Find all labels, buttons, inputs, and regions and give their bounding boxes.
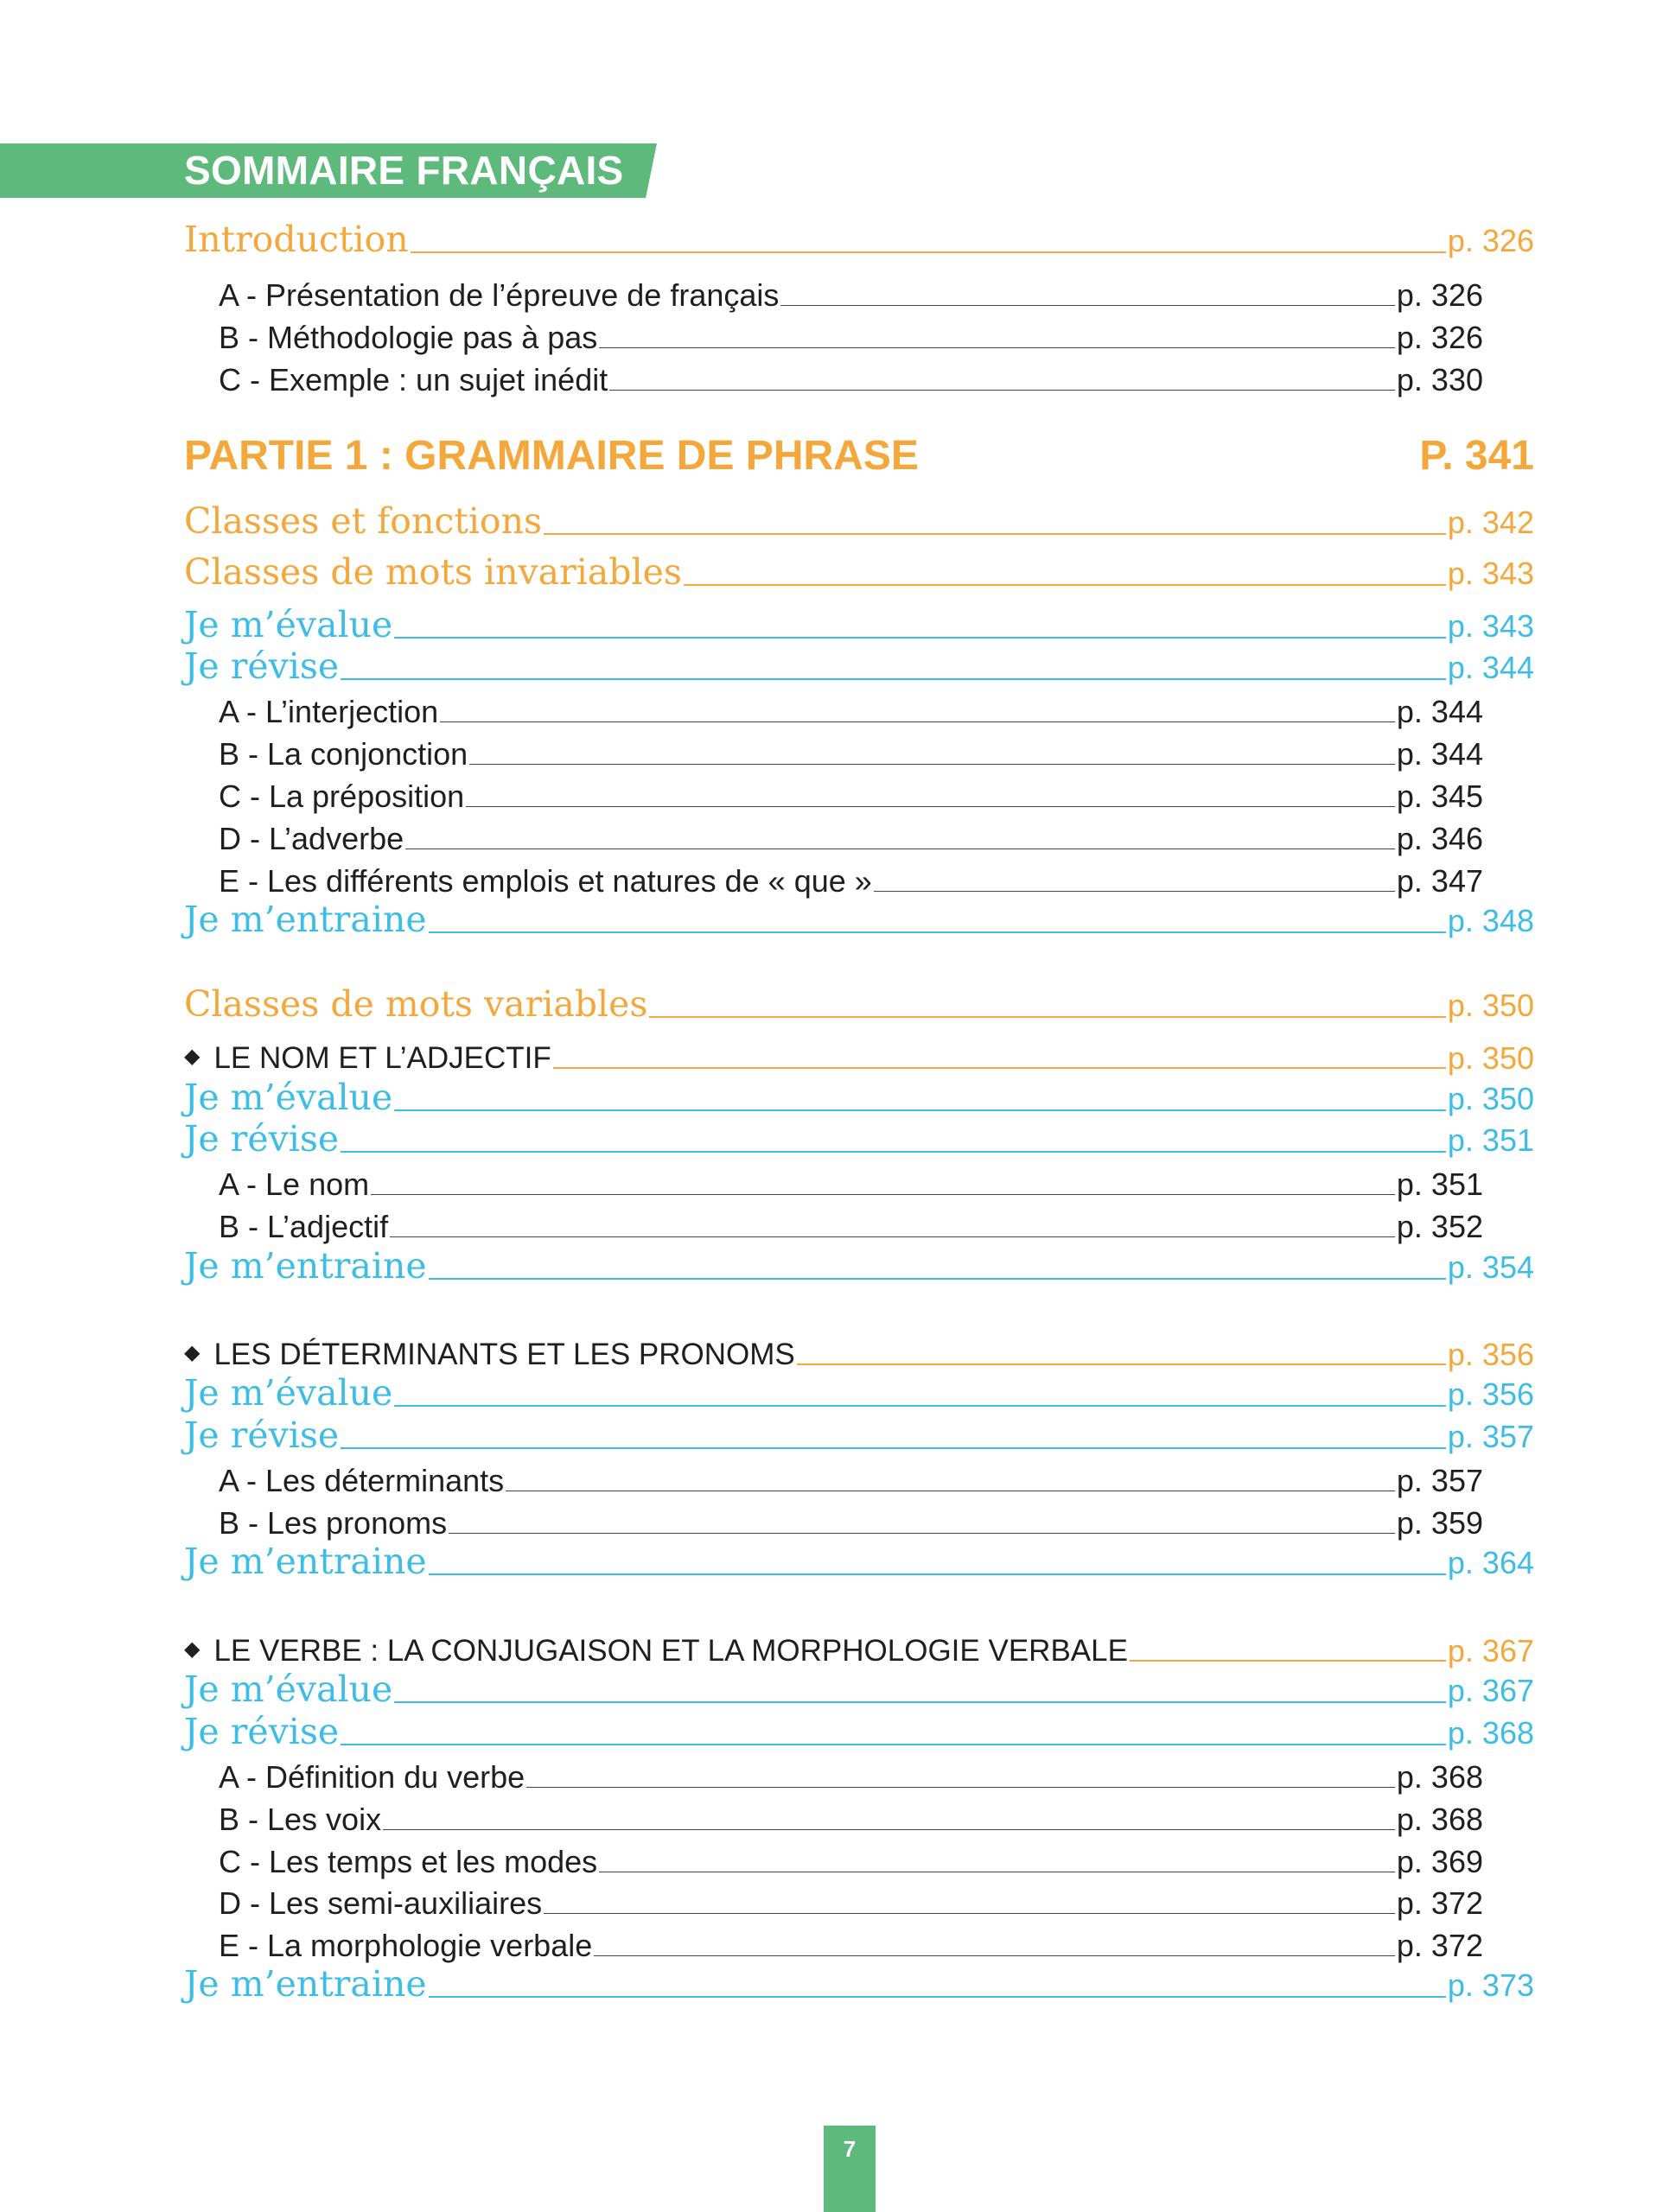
toc-entry-title — [184, 1245, 427, 1287]
toc-row-subsection-item — [219, 353, 1483, 398]
toc-row-subsection-item — [219, 1793, 1483, 1838]
toc-entry-label: Classes de mots invariables — [184, 550, 682, 593]
diamond-bullet-icon: ◆ — [184, 1045, 201, 1068]
leader-line — [394, 1109, 1446, 1111]
toc-entry-label: Je m’entraine — [184, 1962, 427, 2005]
toc-entry-title — [219, 693, 438, 730]
toc-row-subsection-item — [219, 1919, 1483, 1964]
toc-entry-title — [184, 1633, 1128, 1669]
leader-line — [449, 1533, 1395, 1534]
toc-row-activity-link — [184, 1116, 1534, 1160]
leader-line — [609, 390, 1395, 391]
toc-row-section-heading — [184, 549, 1534, 594]
toc-entry-title — [184, 983, 647, 1026]
toc-entry-title — [184, 1372, 392, 1414]
toc-entry-title — [184, 1414, 339, 1457]
toc-row-subsection-item — [219, 1877, 1483, 1922]
toc-row-subsection-item — [219, 728, 1483, 772]
toc-row-chapter-heading — [184, 1328, 1534, 1373]
toc-entry-title — [184, 1669, 392, 1711]
leader-line — [429, 1573, 1446, 1575]
leader-line — [341, 1447, 1446, 1449]
toc-entry-title — [184, 431, 919, 481]
toc-row-activity-link — [184, 896, 1534, 941]
leader-line — [429, 1996, 1446, 1998]
toc-entry-title — [184, 604, 392, 646]
toc-entry-label: C - Les temps et les modes — [219, 1843, 598, 1879]
toc-entry-title — [219, 1927, 592, 1964]
toc-row-activity-link — [184, 1074, 1534, 1119]
toc-entry-title — [219, 862, 872, 899]
toc-row-subsection-item — [219, 855, 1483, 899]
leader-line — [394, 1701, 1446, 1703]
toc-entry-title — [184, 645, 339, 688]
leader-line — [544, 533, 1446, 535]
toc-entry-title — [219, 1208, 388, 1245]
toc-page-number: p. 359 — [1396, 1504, 1483, 1541]
toc-page-number: p. 348 — [1447, 902, 1534, 938]
leader-line — [440, 721, 1395, 722]
leader-line — [599, 347, 1395, 348]
leader-line — [553, 1067, 1446, 1069]
toc-entry-label: A - L’interjection — [219, 693, 439, 729]
toc-entry-label: Je m’évalue — [184, 603, 393, 645]
toc-page-number: p. 326 — [1396, 319, 1483, 355]
toc-page-number: p. 326 — [1396, 276, 1483, 313]
toc-row-activity-link — [184, 643, 1534, 688]
toc-page-number: p. 351 — [1396, 1166, 1483, 1202]
toc-row-subsection-item — [219, 269, 1483, 314]
toc-page-number: p. 368 — [1447, 1714, 1534, 1751]
toc-entry-label: B - Les voix — [219, 1801, 382, 1837]
toc-page-number: p. 350 — [1447, 1080, 1534, 1116]
toc-entry-label: LE VERBE : LA CONJUGAISON ET LA MORPHOLOGIE VERBALE — [213, 1634, 1128, 1668]
leader-line — [684, 584, 1446, 586]
leader-line — [383, 1829, 1395, 1830]
toc-entry-label: B - Méthodologie pas à pas — [219, 319, 598, 355]
toc-entry-title — [219, 361, 608, 398]
toc-entry-title — [184, 899, 427, 941]
toc-row-activity-link — [184, 1538, 1534, 1583]
toc-page-number: p. 350 — [1447, 1039, 1534, 1076]
toc-page-number: p. 368 — [1396, 1801, 1483, 1837]
toc-page-number: p. 364 — [1447, 1544, 1534, 1580]
toc-entry-label: LES DÉTERMINANTS ET LES PRONOMS — [213, 1338, 795, 1371]
toc-entry-label: Je m’entraine — [184, 1540, 427, 1582]
toc-entry-label: C - Exemple : un sujet inédit — [219, 361, 608, 397]
toc-row-activity-link — [184, 1243, 1534, 1287]
leader-line — [429, 931, 1446, 933]
toc-entry-label: D - L’adverbe — [219, 820, 404, 856]
toc-entry-label: B - La conjonction — [219, 735, 468, 772]
leader-line — [649, 1016, 1445, 1018]
toc-entry-label: Je m’entraine — [184, 1244, 427, 1287]
toc-entry-label: C - La préposition — [219, 778, 465, 814]
toc-entry-label: A - Définition du verbe — [219, 1758, 525, 1795]
toc-page-number: p. 372 — [1396, 1927, 1483, 1963]
leader-line — [411, 251, 1446, 253]
toc-entry-title — [184, 1963, 427, 2005]
toc-page-number: p. 368 — [1396, 1758, 1483, 1795]
toc-entry-label: Je révise — [184, 1414, 340, 1456]
toc-entry-title — [219, 276, 779, 314]
toc-page-number: p. 344 — [1447, 649, 1534, 685]
toc-row-section-heading — [184, 216, 1534, 261]
toc-entry-title — [219, 820, 404, 857]
toc-page-number: p. 346 — [1396, 820, 1483, 856]
toc-row-section-heading — [184, 498, 1534, 543]
page-number: 7 — [843, 2136, 857, 2162]
toc-page-number: p. 352 — [1396, 1208, 1483, 1244]
toc-page-number: p. 356 — [1447, 1376, 1534, 1412]
toc-entry-label: Je révise — [184, 1710, 340, 1752]
toc-entry-label: A - Les déterminants — [219, 1462, 505, 1498]
toc-entry-label: E - Les différents emplois et natures de « que » — [219, 862, 872, 899]
toc-entry-label: Je m’évalue — [184, 1371, 393, 1414]
toc-entry-title — [219, 1885, 542, 1922]
toc-page-number: p. 343 — [1447, 607, 1534, 644]
toc-page-number: p. 367 — [1447, 1632, 1534, 1669]
toc-page-number: p. 344 — [1396, 735, 1483, 772]
leader-line — [371, 1194, 1395, 1195]
toc-row-chapter-heading — [184, 1624, 1534, 1669]
toc-entry-label: B - Les pronoms — [219, 1504, 448, 1541]
toc-entry-label: Je révise — [184, 1117, 340, 1160]
toc-entry-title — [184, 551, 682, 594]
toc-page-number: p. 357 — [1396, 1462, 1483, 1498]
toc-entry-title — [219, 1462, 504, 1499]
toc-row-activity-link — [184, 1412, 1534, 1457]
toc-entry-title — [219, 1758, 525, 1796]
leader-line — [429, 1278, 1446, 1280]
diamond-bullet-icon: ◆ — [184, 1637, 201, 1661]
toc-entry-label: B - L’adjectif — [219, 1208, 389, 1244]
toc-row-subsection-item — [219, 1497, 1483, 1541]
toc-entry-label: Introduction — [184, 218, 409, 260]
toc-page-number: p. 354 — [1447, 1249, 1534, 1285]
toc-entry-label: A - Présentation de l’épreuve de français — [219, 276, 780, 313]
toc-entry-title — [184, 1711, 339, 1753]
toc-row-subsection-item — [219, 1158, 1483, 1203]
leader-line — [466, 806, 1395, 807]
leader-line — [797, 1363, 1446, 1365]
toc-page-number: p. 344 — [1396, 693, 1483, 729]
toc-entry-title — [219, 735, 468, 772]
toc-page-number: p. 350 — [1447, 987, 1534, 1023]
toc-entry-label: Classes et fonctions — [184, 499, 543, 542]
toc-entry-label: Classes de mots variables — [184, 982, 648, 1025]
toc-entry-label: LE NOM ET L’ADJECTIF — [213, 1041, 551, 1075]
toc-page-number: p. 345 — [1396, 778, 1483, 814]
toc-entry-title — [184, 219, 409, 261]
toc-page-number: p. 369 — [1396, 1843, 1483, 1879]
toc-entry-title — [184, 500, 542, 543]
toc-row-activity-link — [184, 1666, 1534, 1711]
leader-line — [341, 1744, 1446, 1745]
toc-entry-title — [184, 1077, 392, 1119]
leader-line — [526, 1787, 1395, 1788]
toc-entry-label: Je révise — [184, 645, 340, 687]
toc-entry-title — [184, 1541, 427, 1583]
toc-page-number: p. 347 — [1396, 862, 1483, 899]
leader-line — [594, 1955, 1395, 1956]
toc-entry-title — [219, 1843, 597, 1880]
diamond-bullet-icon: ◆ — [184, 1341, 201, 1364]
toc-entry-title — [184, 1337, 795, 1373]
toc-entry-title — [184, 1118, 339, 1160]
toc-entry-label: D - Les semi-auxiliaires — [219, 1885, 543, 1921]
toc-page-number: p. 326 — [1447, 222, 1534, 258]
toc-entry-title — [219, 319, 597, 356]
toc-row-subsection-item — [219, 685, 1483, 730]
leader-line — [1130, 1660, 1446, 1662]
leader-line — [341, 1151, 1446, 1153]
leader-line — [390, 1236, 1395, 1237]
toc-entry-label: Je m’évalue — [184, 1076, 393, 1118]
toc-row-part-heading — [184, 426, 1534, 481]
toc-entry-label: PARTIE 1 : GRAMMAIRE DE PHRASE — [184, 433, 919, 480]
leader-line — [341, 678, 1446, 680]
leader-line — [394, 1405, 1446, 1407]
toc-entry-title — [219, 1166, 369, 1203]
leader-line — [780, 305, 1395, 306]
toc-row-activity-link — [184, 601, 1534, 646]
toc-row-subsection-item — [219, 1200, 1483, 1245]
toc-entry-label: Je m’entraine — [184, 898, 427, 940]
toc-entry-title — [219, 1801, 381, 1838]
toc-page-number: P. 341 — [1419, 433, 1534, 480]
page-number-tab — [824, 2126, 876, 2212]
toc-page-number: p. 356 — [1447, 1336, 1534, 1372]
toc-page-number: p. 357 — [1447, 1418, 1534, 1454]
toc-entry-title — [219, 1504, 447, 1541]
toc-row-activity-link — [184, 1708, 1534, 1753]
toc-row-activity-link — [184, 1370, 1534, 1414]
toc-page-number: p. 372 — [1396, 1885, 1483, 1921]
page-title: SOMMAIRE FRANÇAIS — [184, 148, 624, 193]
toc-page-number: p. 373 — [1447, 1967, 1534, 2003]
toc-page-number: p. 367 — [1447, 1672, 1534, 1708]
toc-row-subsection-item — [219, 770, 1483, 815]
toc-entry-title — [219, 778, 464, 815]
toc-entry-label: E - La morphologie verbale — [219, 1927, 593, 1963]
toc-entry-label: Je m’évalue — [184, 1668, 393, 1710]
leader-line — [394, 637, 1446, 639]
toc-page-number: p. 343 — [1447, 555, 1534, 591]
toc-row-subsection-item — [219, 1454, 1483, 1499]
leader-line — [544, 1913, 1395, 1914]
leader-line — [469, 764, 1395, 765]
toc-page-number: p. 351 — [1447, 1122, 1534, 1158]
toc-row-section-heading — [184, 981, 1534, 1026]
toc-row-subsection-item — [219, 812, 1483, 857]
leader-line — [874, 891, 1395, 892]
toc-page-number: p. 342 — [1447, 504, 1534, 540]
toc-row-chapter-heading — [184, 1032, 1534, 1077]
toc-row-subsection-item — [219, 1835, 1483, 1880]
toc-entry-title — [184, 1040, 551, 1077]
toc-page-number: p. 330 — [1396, 361, 1483, 397]
toc-row-subsection-item — [219, 311, 1483, 356]
toc-row-activity-link — [184, 1961, 1534, 2005]
toc-row-subsection-item — [219, 1751, 1483, 1796]
toc-entry-label: A - Le nom — [219, 1166, 370, 1202]
